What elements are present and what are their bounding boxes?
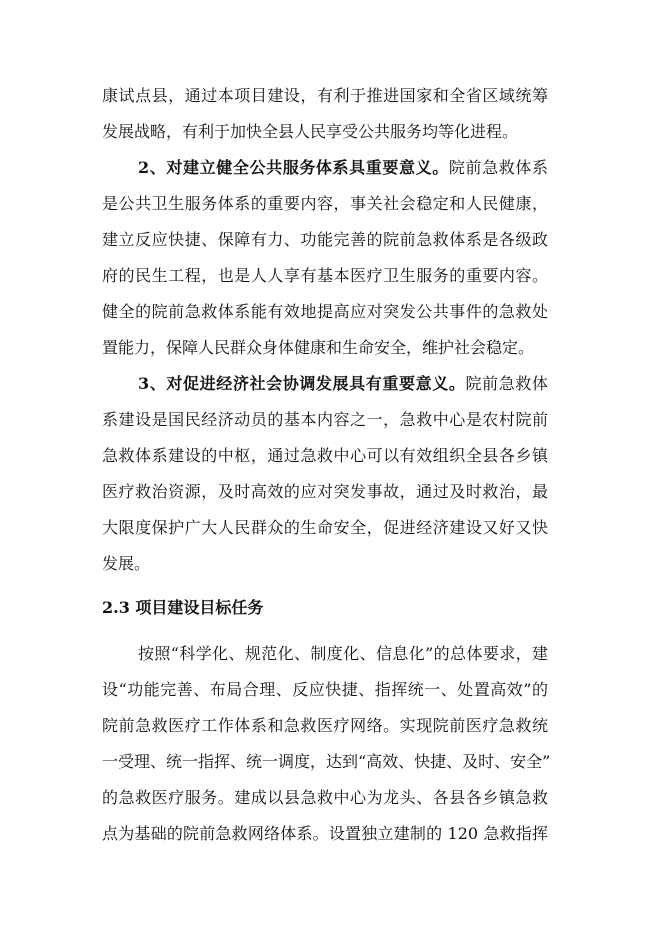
item2-first-line-rest: 院前急救体系 <box>448 158 548 177</box>
intro-line-2: 发展战略，有利于加快全县人民享受公共服务均等化进程。 <box>102 122 519 141</box>
item3-first-line-rest: 院前急救体 <box>465 374 548 393</box>
item3-first-line <box>138 374 548 394</box>
item2-line-5: 置能力，保障人民群众身体健康和生命安全，维护社会稳定。 <box>102 338 535 357</box>
goals-line-4: 一受理、统一指挥、统一调度，达到“高效、快捷、及时、安全” <box>102 752 551 771</box>
goals-line-6: 点为基础的院前急救网络体系。设置独立建制的 120 急救指挥 <box>102 824 548 843</box>
item3-line-1: 系建设是国民经济动员的基本内容之一，急救中心是农村院前 <box>102 410 548 429</box>
goals-line-1: 按照“科学化、规范化、制度化、信息化”的总体要求，建 <box>138 644 548 663</box>
item2-line-1: 是公共卫生服务体系的重要内容，事关社会稳定和人民健康， <box>102 194 548 213</box>
item3-line-5: 发展。 <box>102 554 151 573</box>
goals-line-3: 院前急救医疗工作体系和急救医疗网络。实现院前医疗急救统 <box>102 716 548 735</box>
item2-heading: 2、对建立健全公共服务体系具重要意义。 <box>138 158 449 177</box>
item2-line-4: 健全的院前急救体系能有效地提高应对突发公共事件的急救处 <box>102 302 548 321</box>
item2-first-line <box>138 158 548 178</box>
item3-line-2: 急救体系建设的中枢，通过急救中心可以有效组织全县各乡镇 <box>102 446 548 465</box>
item2-line-2: 建立反应快捷、保障有力、功能完善的院前急救体系是各级政 <box>102 230 548 249</box>
goals-line-5: 的急救医疗服务。建成以县急救中心为龙头、各县各乡镇急救 <box>102 788 548 807</box>
goals-line-2: 设“功能完善、布局合理、反应快捷、指挥统一、处置高效”的 <box>102 680 548 699</box>
item3-heading: 3、对促进经济社会协调发展具有重要意义。 <box>138 374 466 393</box>
item3-line-4: 大限度保护广大人民群众的生命安全，促进经济建设又好又快 <box>102 518 548 537</box>
intro-line-1: 康试点县，通过本项目建设，有利于推进国家和全省区域统筹 <box>102 86 548 105</box>
item2-line-3: 府的民生工程，也是人人享有基本医疗卫生服务的重要内容。 <box>102 266 548 285</box>
section-title: 2.3 项目建设目标任务 <box>102 598 264 617</box>
item3-line-3: 医疗救治资源，及时高效的应对突发事故，通过及时救治，最 <box>102 482 548 501</box>
